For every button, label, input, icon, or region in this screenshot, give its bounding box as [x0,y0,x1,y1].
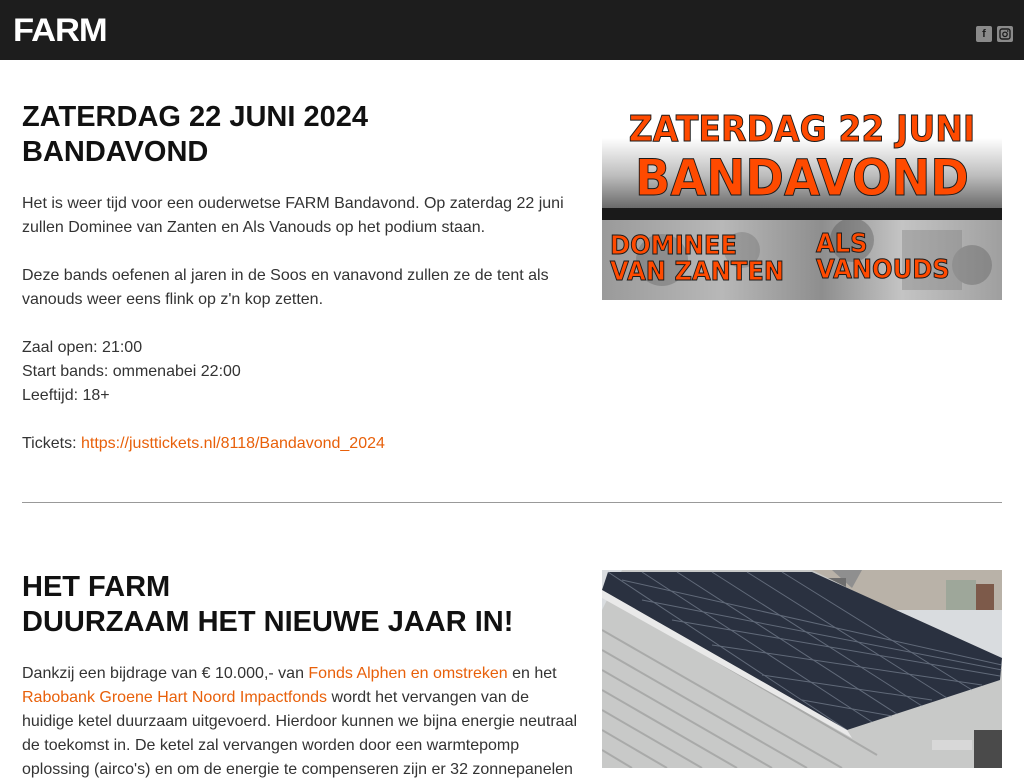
detail-age: Leeftijd: 18+ [22,387,110,404]
facebook-icon[interactable]: f [976,26,992,42]
instagram-icon[interactable] [997,26,1013,42]
title-line-2: DUURZAAM HET NIEUWE JAAR IN! [22,606,514,638]
poster-band2-line2: VANOUDS [816,255,950,285]
tickets-paragraph [22,432,582,456]
top-bar [0,0,1024,60]
intro-paragraph [22,662,582,782]
detail-open: Zaal open: 21:00 [22,339,143,356]
tickets-link[interactable]: https://justtickets.nl/8118/Bandavond_2024 [80,435,385,452]
text-segment: wordt het vervangen van de huidige ketel duurzaam uitgevoerd. Hierdoor kunnen we bijna energie neutraal de toekomst in. De ketel zal vervangen worden door een warmtepomp oplossing (airco's) en om de energie te compenseren zijn er 32 zonnepanelen [22,689,578,778]
poster-band1-line2: VAN ZANTEN [610,257,785,287]
article-title [22,100,582,170]
article-title [22,570,582,640]
title-line-1: ZATERDAG 22 JUNI 2024 [22,101,368,133]
body-paragraph: Deze bands oefenen al jaren in de Soos en vanavond zullen ze de tent als vanouds weer eens flink op z'n kop zetten. [22,267,549,308]
poster-dark-strip [602,208,1002,220]
article-divider [22,502,1002,503]
bandavond-poster-image[interactable] [602,100,1002,300]
tickets-label: Tickets: [22,435,81,452]
poster-band2-line1: ALS [816,229,868,259]
intro-paragraph: Het is weer tijd voor een ouderwetse FARM Bandavond. Op zaterdag 22 juni zullen Dominee van Zanten en Als Vanouds op het podium staan. [22,195,564,236]
farm-logo[interactable]: FARM [13,12,107,48]
details-paragraph [22,336,582,408]
text-segment: Dankzij een bijdrage van € 10.000,- van [22,665,309,682]
detail-start: Start bands: ommenabei 22:00 [22,363,241,380]
poster-band1-line1: DOMINEE [610,231,737,261]
title-line-1: HET FARM [22,571,171,603]
fonds-alphen-link[interactable]: Fonds Alphen en omstreken [308,665,508,682]
poster-date: ZATERDAG 22 JUNI [628,109,976,150]
rabobank-fonds-link[interactable]: Rabobank Groene Hart Noord Impactfonds [22,689,328,706]
text-segment: en het [507,665,557,682]
solar-panels-photo[interactable] [602,570,1002,768]
poster-title: BANDAVOND [634,149,969,207]
title-line-2: BANDAVOND [22,136,209,168]
